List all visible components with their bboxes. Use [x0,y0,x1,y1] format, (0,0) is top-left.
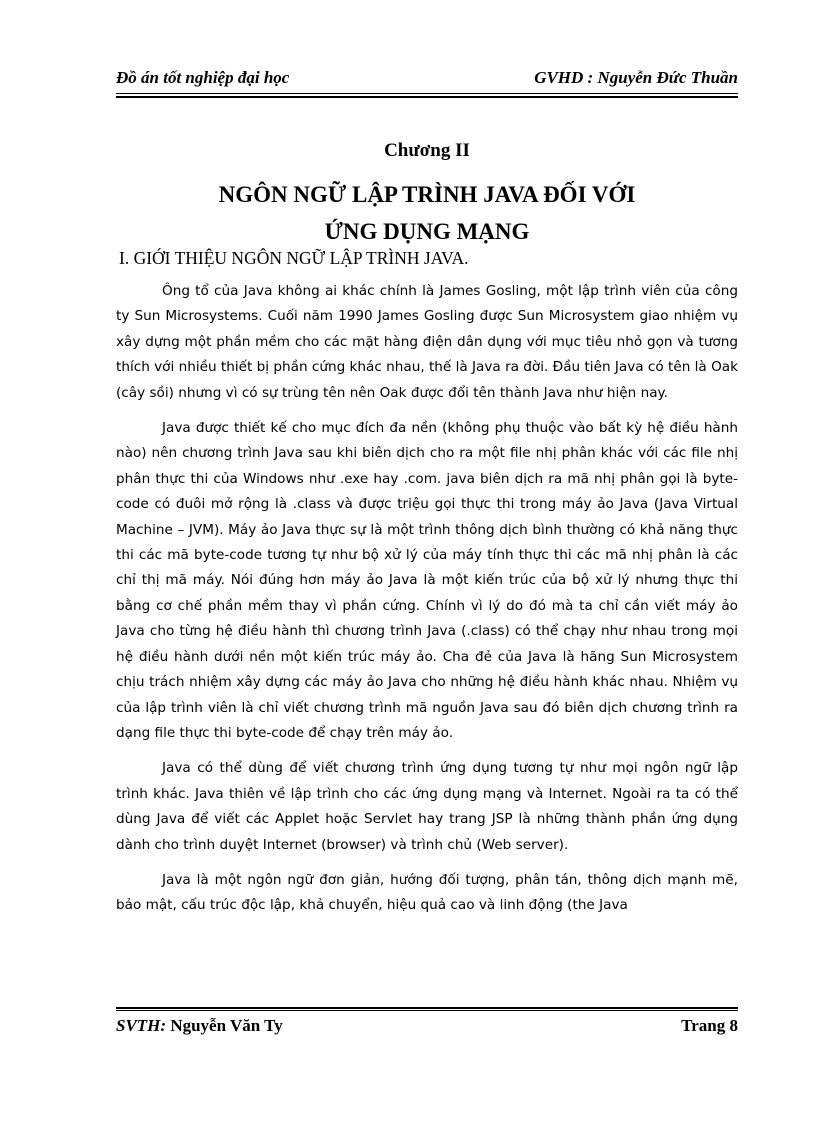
header-right-text: GVHD : Nguyễn Đức Thuần [534,68,738,87]
chapter-label: Chương II [384,140,470,161]
paragraph: Ông tổ của Java không ai khác chính là James Gosling, một lập trình viên của công ty Sun Microsystems. Cuối năm 1990 James Gosling được Sun Microsystem giao nhiệm vụ xây dựng một phần mềm cho các mặt hàng điện dân dụng với mục tiêu nhỏ gọn và tương thích với nhiều thiết bị phần cứng khác nhau, thế là Java ra đời. Đầu tiên Java có tên là Oak (cây sồi) nhưng vì có sự trùng tên nên Oak được đổi tên thành Java như hiện nay. [116,283,738,401]
chapter-title-line-1: NGÔN NGỮ LẬP TRÌNH JAVA ĐỐI VỚI [218,182,636,207]
footer-rule-thick [116,1007,738,1009]
page-number: Trang 8 [681,1016,738,1035]
page-footer [116,1016,738,1042]
header-rule-thick [116,96,738,98]
chapter-title-line-2: ỨNG DỤNG MẠNG [324,219,530,244]
footer-author-label: SVTH: [116,1016,167,1035]
paragraph: Java được thiết kế cho mục đích đa nền (không phụ thuộc vào bất kỳ hệ điều hành nào) nên chương trình Java sau khi biên dịch cho ra một file nhị phân khác với các file nhị phân thực thi của Windows như .exe hay .com. java biên dịch ra mã nhị phân gọi là byte-code có đuôi mở rộng là .class và được triệu gọi thực thi trong máy ảo Java (Java Virtual Machine – JVM). Máy ảo Java thực sự là một trình thông dịch bình thường có khả năng thực thi các mã byte-code tương tự như bộ xử lý của máy tính thực thi các mã nhị phân là các chỉ thị mã máy. Nói đúng hơn máy ảo Java là một kiến trúc của bộ xử lý nhưng thực thi bằng cơ chế phần mềm thay vì phần cứng. Chính vì lý do đó mà ta chỉ cần viết máy ảo Java cho từng hệ điều hành thì chương trình Java (.class) có thể chạy như nhau trong mọi hệ điều hành dưới nền một kiến trúc máy ảo. Cha đẻ của Java là hãng Sun Microsystem chịu trách nhiệm xây dựng các máy ảo Java cho những hệ điều hành khác nhau. Nhiệm vụ của lập trình viên là chỉ viết chương trình mã nguồn Java sau đó biên dịch chương trình ra dạng file thực thi byte-code để chạy trên máy ảo. [116,420,738,741]
header-left-text: Đồ án tốt nghiệp đại học [116,68,290,87]
page-header [116,68,738,94]
footer-rule-thin [116,1010,738,1011]
footer-author [116,1016,283,1036]
chapter-title [116,176,738,250]
footer-author-name: Nguyễn Văn Ty [170,1016,283,1035]
paragraph: Java là một ngôn ngữ đơn giản, hướng đối tượng, phân tán, thông dịch mạnh mẽ, bảo mật, cấu trúc độc lập, khả chuyển, hiệu quả cao và linh động (the Java [116,871,738,914]
header-rule-thin [116,93,738,94]
body-text [116,279,738,929]
section-heading: I. GIỚI THIỆU NGÔN NGỮ LẬP TRÌNH JAVA. [119,248,469,268]
paragraph: Java có thể dùng để viết chương trình ứng dụng tương tự như mọi ngôn ngữ lập trình khác. Java thiên về lập trình cho các ứng dụng mạng và Internet. Ngoài ra ta có thể dùng Java để viết các Applet hoặc Servlet hay trang JSP là những thành phần ứng dụng dành cho trình duyệt Internet (browser) và trình chủ (Web server). [116,760,738,853]
